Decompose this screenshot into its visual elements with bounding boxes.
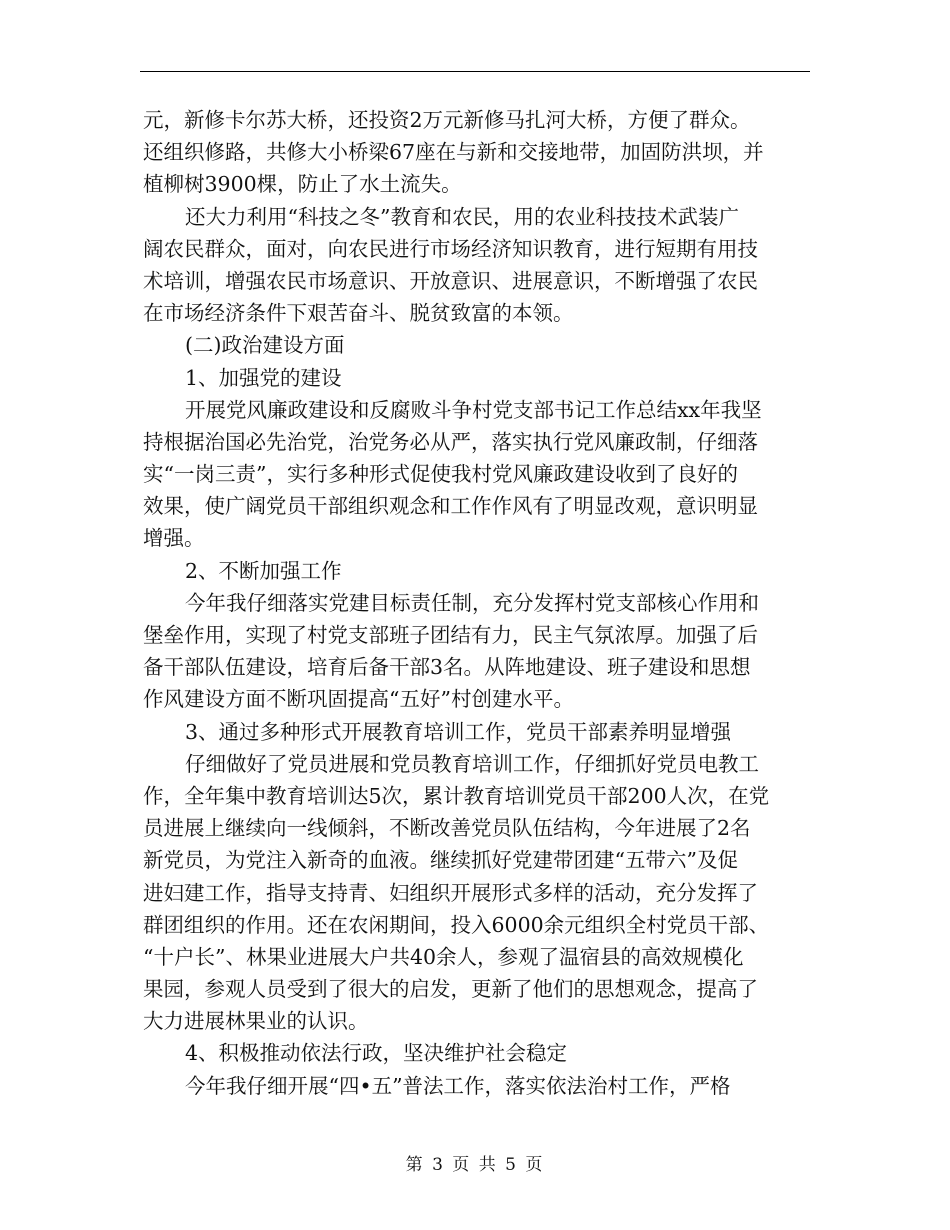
text-line: 还组织修路，共修大小桥梁67座在与新和交接地带，加固防洪坝，并 bbox=[143, 140, 764, 165]
text-line: 4、积极推动依法行政，坚决维护社会稳定 bbox=[185, 1041, 568, 1066]
text-line: 术培训，增强农民市场意识、开放意识、进展意识，不断增强了农民 bbox=[143, 268, 758, 293]
text-line: 群团组织的作用。还在农闲期间，投入6000余元组织全村党员干部、 bbox=[143, 912, 770, 937]
text-line: 阔农民群众，面对，向农民进行市场经济知识教育，进行短期有用技 bbox=[143, 236, 758, 261]
text-line: 大力进展林果业的认识。 bbox=[143, 1009, 369, 1034]
text-line: 2、不断加强工作 bbox=[185, 558, 342, 583]
text-line: 今年我仔细落实党建目标责任制，充分发挥村党支部核心作用和 bbox=[185, 590, 759, 615]
text-line: 3、通过多种形式开展教育培训工作，党员干部素养明显增强 bbox=[185, 719, 732, 744]
header-rule bbox=[140, 71, 810, 72]
text-line: 还大力利用“科技之冬”教育和农民，用的农业科技技术武装广 bbox=[185, 204, 739, 229]
text-line: 增强。 bbox=[143, 526, 205, 551]
text-line: 员进展上继续向一线倾斜，不断改善党员队伍结构，今年进展了2名 bbox=[143, 816, 751, 841]
text-line: 备干部队伍建设，培育后备干部3名。从阵地建设、班子建设和思想 bbox=[143, 655, 751, 680]
text-line: “十户长”、林果业进展大户共40余人，参观了温宿县的高效规模化 bbox=[143, 944, 744, 969]
text-line: 堡垒作用，实现了村党支部班子团结有力，民主气氛浓厚。加强了后 bbox=[143, 623, 758, 647]
text-line: 新党员，为党注入新奇的血液。继续抓好党建带团建“五带六”及促 bbox=[143, 848, 738, 873]
text-line: 果园，参观人员受到了很大的启发，更新了他们的思想观念，提高了 bbox=[143, 977, 758, 1002]
text-line: 持根据治国必先治党，治党务必从严，落实执行党风廉政制，仔细落 bbox=[143, 429, 758, 454]
text-line: 效果，使广阔党员干部组织观念和工作作风有了明显改观，意识明显 bbox=[143, 494, 758, 519]
text-line: 元，新修卡尔苏大桥，还投资2万元新修马扎河大桥，方便了群众。 bbox=[143, 108, 751, 132]
text-line: 实“一岗三责”，实行多种形式促使我村党风廉政建设收到了良好的 bbox=[143, 462, 738, 487]
page-number: 第 3 页 共 5 页 bbox=[405, 1155, 545, 1175]
text-line: 植柳树3900棵，防止了水土流失。 bbox=[143, 172, 462, 197]
text-line: 开展党风廉政建设和反腐败斗争村党支部书记工作总结xx年我坚 bbox=[185, 397, 762, 422]
text-line: 进妇建工作，指导支持青、妇组织开展形式多样的活动，充分发挥了 bbox=[143, 880, 758, 905]
text-line: 作，全年集中教育培训达5次，累计教育培训党员干部200人次，在党 bbox=[143, 783, 770, 808]
text-line: 在市场经济条件下艰苦奋斗、脱贫致富的本领。 bbox=[143, 301, 574, 326]
text-line: 仔细做好了党员进展和党员教育培训工作，仔细抓好党员电教工 bbox=[185, 751, 759, 776]
document-body bbox=[143, 104, 811, 1102]
text-line: 今年我仔细开展“四•五”普法工作，落实依法治村工作，严格 bbox=[185, 1073, 731, 1098]
text-line: (二)政治建设方面 bbox=[185, 333, 345, 358]
text-line: 作风建设方面不断巩固提高“五好”村创建水平。 bbox=[143, 687, 574, 712]
text-line: 1、加强党的建设 bbox=[185, 365, 342, 390]
